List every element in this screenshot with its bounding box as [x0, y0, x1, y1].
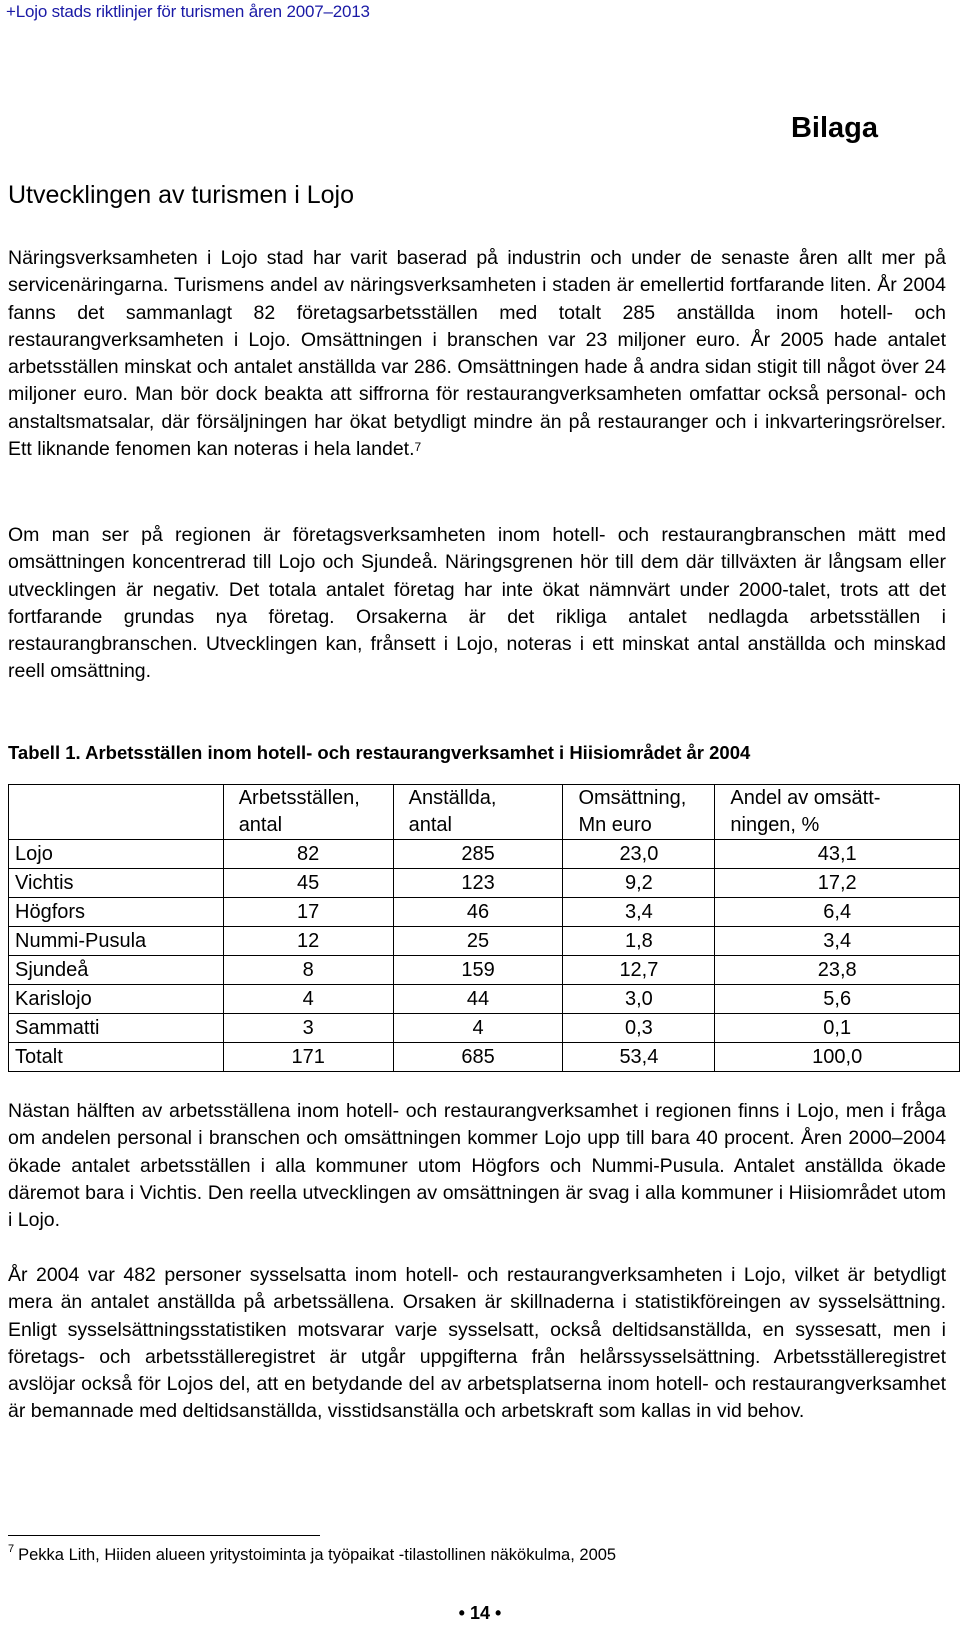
- cell-share: 5,6: [715, 985, 960, 1014]
- cell-employees: 123: [393, 869, 563, 898]
- row-name: Högfors: [9, 898, 224, 927]
- paragraph-1-text: Näringsverksamheten i Lojo stad har varit baserad på industrin och under de senaste åren allt mer på servicenäringarna. Turismens andel av näringsverksamheten i staden är emellertid fortfarande liten. År 2004 fanns det sammanlagt 82 företagsarbetsställen med totalt 285 anställda inom hotell- och restaurangverksamheten i Lojo. Omsättningen i branschen var 23 miljoner euro. År 2005 hade antalet arbetsställen minskat och antalet anställda var 286. Omsättningen hade å andra sidan stigit till något över 24 miljoner euro. Man bör dock beakta att siffrorna för restaurangverksamheten omfattar också personal- och anstaltsmatsalar, där försäljningen har ökat betydligt mindre än på restauranger och i inkvarteringsrörelser. Ett liknande fenomen kan noteras i hela landet.: [8, 247, 946, 461]
- cell-employees: 159: [393, 956, 563, 985]
- cell-workplaces: 12: [223, 927, 393, 956]
- row-name: Totalt: [9, 1043, 224, 1072]
- footnote-text: Pekka Lith, Hiiden alueen yritystoiminta ja työpaikat -tilastollinen näkökulma, 2005: [18, 1546, 617, 1564]
- header-share-line1: Andel av omsätt-: [730, 787, 881, 809]
- page-number-value: 14: [469, 1603, 491, 1623]
- header-share: [715, 785, 960, 840]
- table-row: [9, 898, 960, 927]
- paragraph-2: Om man ser på regionen är företagsverksamheten inom hotell- och restaurangbranschen mätt med omsättningen koncentrerad till Lojo och Sjundeå. Näringsgrenen hör till dem där tillväxten är långsam eller utvecklingen är negativ. Det totala antalet företag har inte ökat nämnvärt under 2000-talet, trots att det fortfarande grundas nya företag. Orsakerna är det rikliga antalet nedlagda arbetsställen i restaurangbranschen. Utvecklingen kan, frånsett i Lojo, noteras i ett minskat antal anställda och minskad reell omsättning.: [8, 524, 946, 683]
- cell-workplaces: 4: [223, 985, 393, 1014]
- table-row: [9, 985, 960, 1014]
- workplaces-table: [8, 784, 960, 1072]
- cell-workplaces: 45: [223, 869, 393, 898]
- header-turnover: [563, 785, 715, 840]
- table-row: [9, 1014, 960, 1043]
- header-workplaces: [223, 785, 393, 840]
- running-header: +Lojo stads riktlinjer för turismen åren 2007–2013: [6, 2, 370, 21]
- cell-share: 3,4: [715, 927, 960, 956]
- cell-employees: 685: [393, 1043, 563, 1072]
- paragraph-3: Nästan hälften av arbetsställena inom hotell- och restaurangverksamhet i regionen finns i Lojo, men i fråga om andelen personal i branschen och omsättningen kommer Lojo upp till bara 40 procent. Åren 2000–2004 ökade antalet arbetsställen i alla kommuner utom Högfors och Nummi-Pusula. Antalet anställda ökade däremot bara i Vichtis. Den reella utvecklingen av omsättningen är svag i alla kommuner i Hiisiområdet utom i Lojo.: [8, 1100, 946, 1232]
- table-row: [9, 840, 960, 869]
- cell-turnover: 12,7: [563, 956, 715, 985]
- cell-share: 43,1: [715, 840, 960, 869]
- table-row: [9, 956, 960, 985]
- row-name: Vichtis: [9, 869, 224, 898]
- header-empty: [9, 785, 224, 840]
- cell-workplaces: 8: [223, 956, 393, 985]
- table-header-row: [9, 785, 960, 840]
- cell-employees: 285: [393, 840, 563, 869]
- cell-turnover: 0,3: [563, 1014, 715, 1043]
- cell-employees: 46: [393, 898, 563, 927]
- footnote-divider: [8, 1535, 320, 1536]
- table-caption: Tabell 1. Arbetsställen inom hotell- och restaurangverksamhet i Hiisiområdet år 2004: [8, 742, 751, 763]
- cell-share: 17,2: [715, 869, 960, 898]
- table-row: [9, 869, 960, 898]
- cell-share: 0,1: [715, 1014, 960, 1043]
- paragraph-1: [8, 245, 946, 463]
- cell-turnover: 3,4: [563, 898, 715, 927]
- cell-turnover: 53,4: [563, 1043, 715, 1072]
- footnote-ref: 7: [414, 440, 422, 455]
- table-row: [9, 927, 960, 956]
- cell-turnover: 1,8: [563, 927, 715, 956]
- section-title: Utvecklingen av turismen i Lojo: [8, 181, 354, 209]
- cell-employees: 44: [393, 985, 563, 1014]
- header-employees-line1: Anställda,: [408, 787, 497, 809]
- row-name: Lojo: [9, 840, 224, 869]
- cell-turnover: 23,0: [563, 840, 715, 869]
- header-employees-line2: antal: [408, 814, 452, 836]
- header-turnover-line1: Omsättning,: [578, 787, 687, 809]
- cell-employees: 4: [393, 1014, 563, 1043]
- row-name: Sammatti: [9, 1014, 224, 1043]
- appendix-label: Bilaga: [790, 112, 878, 144]
- cell-share: 100,0: [715, 1043, 960, 1072]
- header-workplaces-line1: Arbetsställen,: [238, 787, 360, 809]
- cell-share: 23,8: [715, 956, 960, 985]
- cell-workplaces: 3: [223, 1014, 393, 1043]
- footnote: [8, 1543, 617, 1565]
- header-turnover-line2: Mn euro: [578, 814, 652, 836]
- footnote-number: 7: [8, 1543, 15, 1555]
- table-row-total: [9, 1043, 960, 1072]
- header-workplaces-line2: antal: [238, 814, 283, 836]
- cell-employees: 25: [393, 927, 563, 956]
- cell-workplaces: 82: [223, 840, 393, 869]
- page-number: • 14 •: [458, 1603, 502, 1623]
- paragraph-4: År 2004 var 482 personer sysselsatta inom hotell- och restaurangverksamheten i Lojo, vilket är betydligt mera än antalet anställda på arbetssällena. Orsaken är skillnaderna i statistikföreingen av sysselsättning. Enligt sysselsättningsstatistiken motsvarar varje sysselsatt, också deltidsanställda, en syssesatt, men i företags- och arbetsställeregistret är utgår uppgifterna från helårssysselsättning. Arbetsställeregistret avslöjar också för Lojos del, att en betydande del av arbetsplatserna inom hotell- och restaurangverksamhet är bemannade med deltidsanställda, visstidsanställa och arbetskraft som kallas in vid behov.: [8, 1264, 946, 1423]
- header-share-line2: ningen, %: [730, 814, 820, 836]
- row-name: Karislojo: [9, 985, 224, 1014]
- cell-turnover: 9,2: [563, 869, 715, 898]
- cell-workplaces: 171: [223, 1043, 393, 1072]
- row-name: Sjundeå: [9, 956, 224, 985]
- row-name: Nummi-Pusula: [9, 927, 224, 956]
- cell-workplaces: 17: [223, 898, 393, 927]
- header-employees: [393, 785, 563, 840]
- cell-turnover: 3,0: [563, 985, 715, 1014]
- cell-share: 6,4: [715, 898, 960, 927]
